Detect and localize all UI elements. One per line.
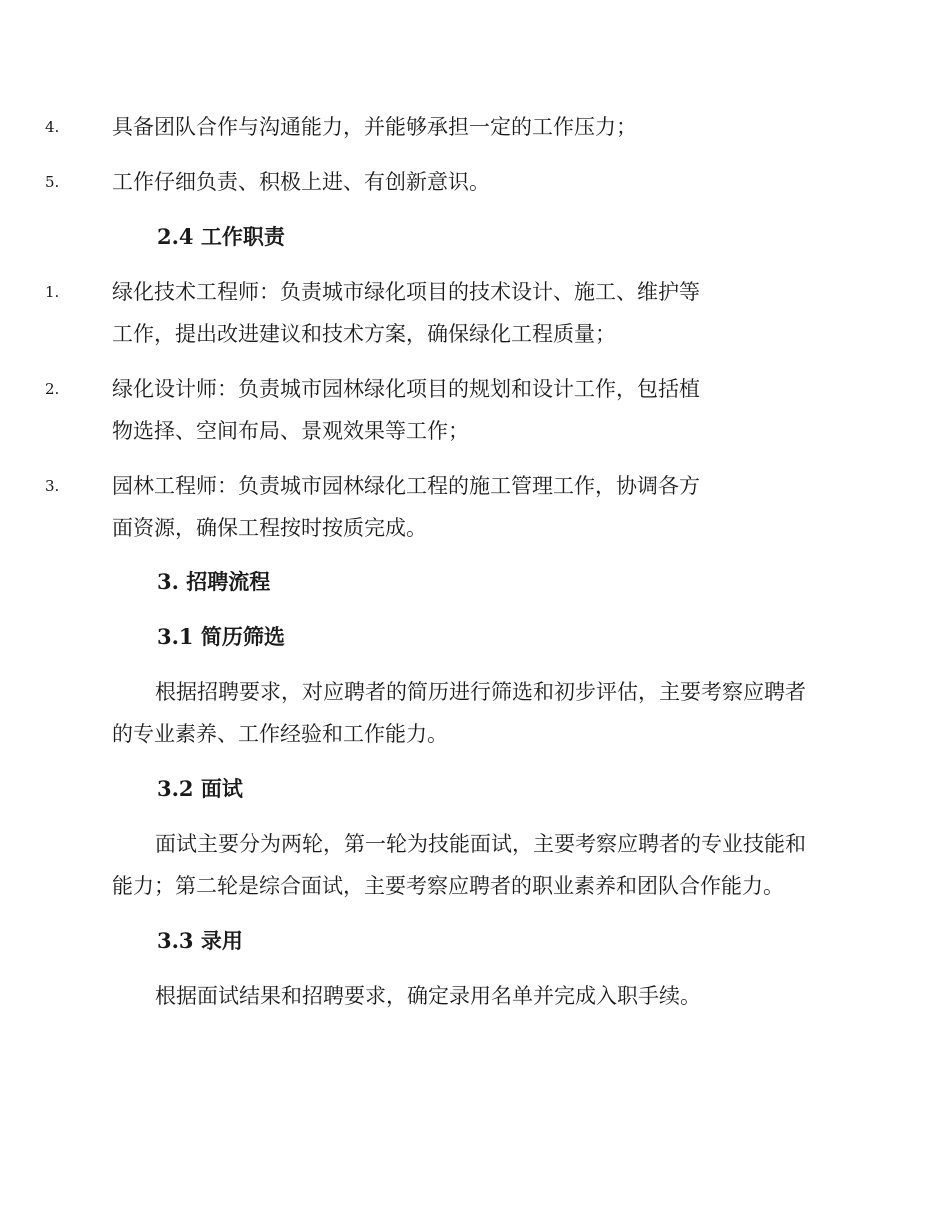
section-heading-3-1: 3.1 简历筛选 — [157, 624, 285, 649]
list-text-line: 绿化设计师：负责城市园林绿化项目的规划和设计工作，包括植 — [112, 377, 700, 401]
list-text-line: 绿化技术工程师：负责城市绿化项目的技术设计、施工、维护等 — [112, 280, 700, 304]
paragraph-line: 根据面试结果和招聘要求，确定录用名单并完成入职手续。 — [155, 984, 701, 1008]
list-text: 工作仔细负责、积极上进、有创新意识。 — [112, 170, 490, 194]
list-text-line: 园林工程师：负责城市园林绿化工程的施工管理工作，协调各方 — [112, 474, 700, 498]
list-item — [45, 161, 836, 203]
section-heading-3-3: 3.3 录用 — [157, 928, 243, 953]
list-number: 3. — [45, 477, 60, 495]
section-heading-2-4: 2.4 工作职责 — [157, 224, 285, 249]
paragraph-line: 面试主要分为两轮，第一轮为技能面试，主要考察应聘者的专业技能和 — [155, 832, 806, 856]
list-number: 5. — [45, 173, 60, 191]
list-item — [45, 271, 836, 355]
list-item — [45, 465, 836, 549]
paragraph-3-3 — [112, 975, 836, 1017]
paragraph-line: 根据招聘要求，对应聘者的简历进行筛选和初步评估，主要考察应聘者 — [155, 680, 806, 704]
paragraph-line: 能力；第二轮是综合面试，主要考察应聘者的职业素养和团队合作能力。 — [112, 874, 784, 898]
section-heading-3: 3. 招聘流程 — [157, 569, 271, 594]
section-heading-3-2: 3.2 面试 — [157, 776, 243, 801]
paragraph-3-2 — [112, 823, 836, 907]
list-text-line: 工作，提出改进建议和技术方案，确保绿化工程质量； — [112, 322, 616, 346]
list-text-line: 面资源，确保工程按时按质完成。 — [112, 516, 427, 540]
list-text-line: 物选择、空间布局、景观效果等工作； — [112, 419, 469, 443]
list-number: 1. — [45, 283, 60, 301]
list-number: 2. — [45, 380, 60, 398]
list-number: 4. — [45, 118, 60, 136]
list-item — [45, 368, 836, 452]
list-item — [45, 106, 836, 148]
paragraph-3-1 — [112, 671, 836, 755]
paragraph-line: 的专业素养、工作经验和工作能力。 — [112, 722, 448, 746]
list-text: 具备团队合作与沟通能力，并能够承担一定的工作压力； — [112, 115, 637, 139]
